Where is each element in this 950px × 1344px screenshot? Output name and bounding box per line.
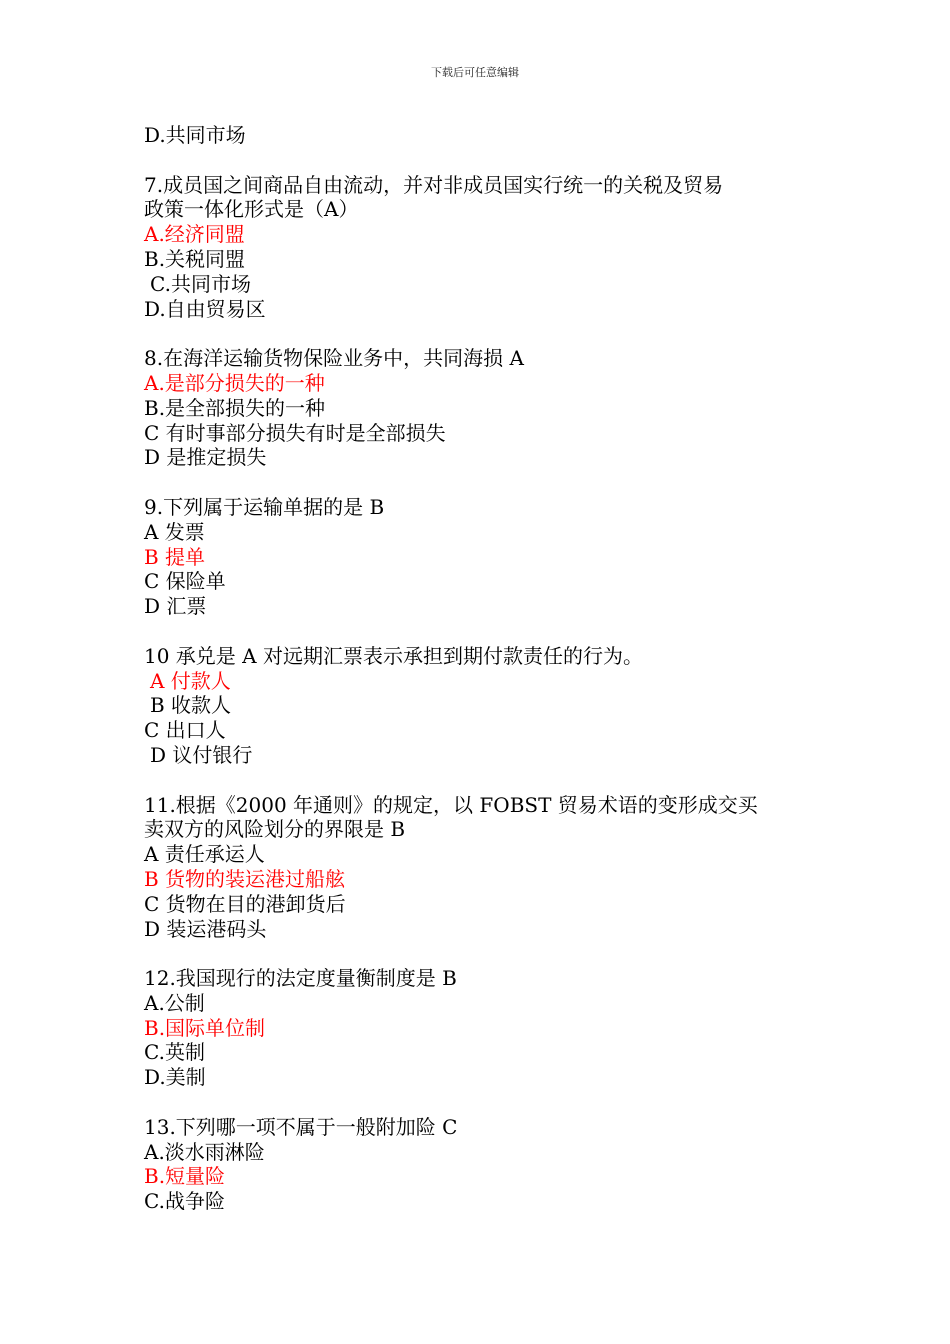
answer-option: A 发票 (144, 519, 205, 544)
answer-option: C.英制 (144, 1040, 205, 1065)
answer-option: B 收款人 (150, 693, 232, 718)
answer-option-correct: A.经济同盟 (144, 222, 245, 247)
answer-option: 卖双方的风险划分的界限是 B (144, 817, 406, 842)
answer-option: C.共同市场 (150, 271, 251, 296)
blank-line (144, 148, 824, 173)
answer-option: D 装运港码头 (144, 916, 267, 941)
question-text: 10 承兑是 A 对远期汇票表示承担到期付款责任的行为。 (144, 643, 643, 668)
answer-option: C 出口人 (144, 718, 226, 743)
question-text: 13.下列哪一项不属于一般附加险 C (144, 1114, 458, 1139)
answer-option: D 议付银行 (150, 742, 253, 767)
answer-option-correct: A.是部分损失的一种 (144, 370, 325, 395)
blank-line (144, 1090, 824, 1115)
page-header: 下载后可任意编辑 (431, 66, 519, 79)
answer-option: A.淡水雨淋险 (144, 1139, 265, 1164)
answer-option-correct: B 货物的装运港过船舷 (144, 866, 346, 891)
blank-line (144, 768, 824, 793)
blank-line (144, 619, 824, 644)
answer-option: D.自由贸易区 (144, 296, 266, 321)
answer-option: B.关税同盟 (144, 246, 246, 271)
blank-line (144, 321, 824, 346)
blank-line (144, 470, 824, 495)
question-text: 12.我国现行的法定度量衡制度是 B (144, 966, 457, 991)
blank-line (144, 941, 824, 966)
answer-option: C.战争险 (144, 1189, 225, 1214)
answer-option: D 是推定损失 (144, 445, 267, 470)
document-body (144, 123, 824, 1214)
answer-option: C 有时事部分损失有时是全部损失 (144, 420, 446, 445)
answer-option: A 责任承运人 (144, 842, 265, 867)
answer-option-correct: B.国际单位制 (144, 1015, 266, 1040)
question-text: 9.下列属于运输单据的是 B (144, 494, 385, 519)
answer-option: D 汇票 (144, 594, 207, 619)
answer-option: B.是全部损失的一种 (144, 395, 326, 420)
question-text: 8.在海洋运输货物保险业务中，共同海损 A (144, 346, 524, 371)
answer-option: D.美制 (144, 1065, 206, 1090)
answer-option-correct: B.短量险 (144, 1164, 226, 1189)
answer-option: 政策一体化形式是（A） (144, 197, 359, 222)
question-text: 7.成员国之间商品自由流动，并对非成员国实行统一的关税及贸易 (144, 172, 724, 197)
answer-option: A.公制 (144, 990, 205, 1015)
answer-option-correct: B 提单 (144, 544, 206, 569)
question-text: 11.根据《2000 年通则》的规定，以 FOBST 贸易术语的变形成交买 (144, 792, 758, 817)
answer-option: C 货物在目的港卸货后 (144, 891, 346, 916)
answer-option: C 保险单 (144, 569, 226, 594)
answer-option-correct: A 付款人 (150, 668, 231, 693)
answer-option: D.共同市场 (144, 123, 246, 147)
